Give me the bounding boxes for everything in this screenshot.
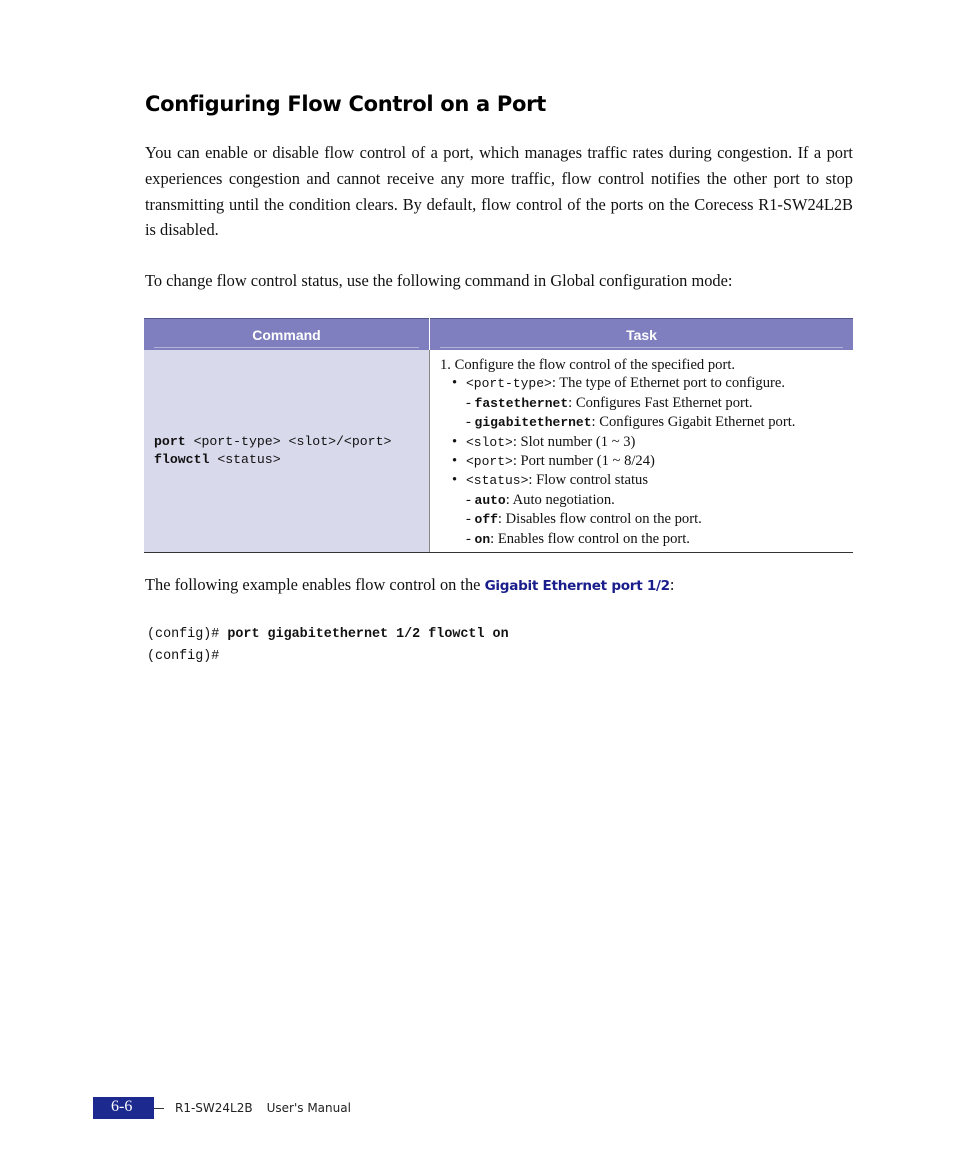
header-command: Command — [144, 319, 430, 351]
cli-command: port gigabitethernet 1/2 flowctl on — [227, 627, 509, 642]
cli-prompt: (config)# — [147, 649, 220, 664]
footer-text — [175, 1101, 351, 1115]
command-keyword: flowctl — [154, 452, 210, 468]
command-args: <port-type> <slot>/<port> — [185, 434, 392, 450]
command-cell — [144, 350, 430, 553]
bullet-icon: • — [452, 433, 458, 450]
task-bullet: • <port>: Port number (1 ~ 8/24) — [452, 453, 655, 470]
task-bullet: • <slot>: Slot number (1 ~ 3) — [452, 433, 636, 450]
footer-manual: User's Manual — [266, 1101, 351, 1115]
example-paragraph: The following example enables flow control on the Gigabit Ethernet port 1/2: — [145, 575, 675, 594]
table-row — [144, 350, 853, 553]
page-number-badge: 6-6 — [93, 1097, 154, 1119]
task-step: 1. Configure the flow control of the specified port. — [440, 357, 736, 373]
footer-product: R1-SW24L2B — [175, 1101, 253, 1115]
command-line-2 — [154, 451, 421, 469]
bullet-icon: • — [452, 472, 458, 489]
bullet-icon: • — [452, 453, 458, 470]
task-subitem: - on: Enables flow control on the port. — [466, 530, 690, 547]
command-args: <status> — [209, 452, 281, 468]
intro-paragraph: You can enable or disable flow control of a port, which manages traffic rates during congestion. If a port experiences congestion and cannot receive any more traffic, flow control notifies the other port to stop transmitting until the condition clears. By default, flow control of the ports on the Corecess R1-SW24L2B is disabled. — [145, 143, 853, 240]
code-line-2 — [147, 649, 219, 664]
table-header-row — [144, 319, 853, 351]
command-line-1 — [154, 433, 421, 451]
section-heading: Configuring Flow Control on a Port — [145, 92, 546, 116]
task-bullet: • <port-type>: The type of Ethernet port to configure. — [452, 375, 785, 392]
task-subitem: - off: Disables flow control on the port. — [466, 511, 702, 528]
task-subitem: - auto: Auto negotiation. — [466, 491, 615, 508]
gigabit-port-link[interactable]: Gigabit Ethernet port 1/2 — [484, 578, 670, 594]
command-keyword: port — [154, 434, 186, 450]
task-subitem: - gigabitethernet: Configures Gigabit Ethernet port. — [466, 414, 796, 431]
task-bullet: • <status>: Flow control status — [452, 472, 649, 489]
command-table — [144, 318, 853, 553]
task-subitem: - fastethernet: Configures Fast Ethernet port. — [466, 394, 753, 411]
footer-rule — [154, 1108, 164, 1109]
bullet-icon: • — [452, 375, 458, 392]
header-task: Task — [430, 319, 854, 351]
code-line-1 — [147, 627, 509, 642]
cli-prompt: (config)# — [147, 627, 228, 642]
instruction-paragraph: To change flow control status, use the following command in Global configuration mode: — [145, 271, 733, 290]
task-cell — [430, 350, 854, 553]
